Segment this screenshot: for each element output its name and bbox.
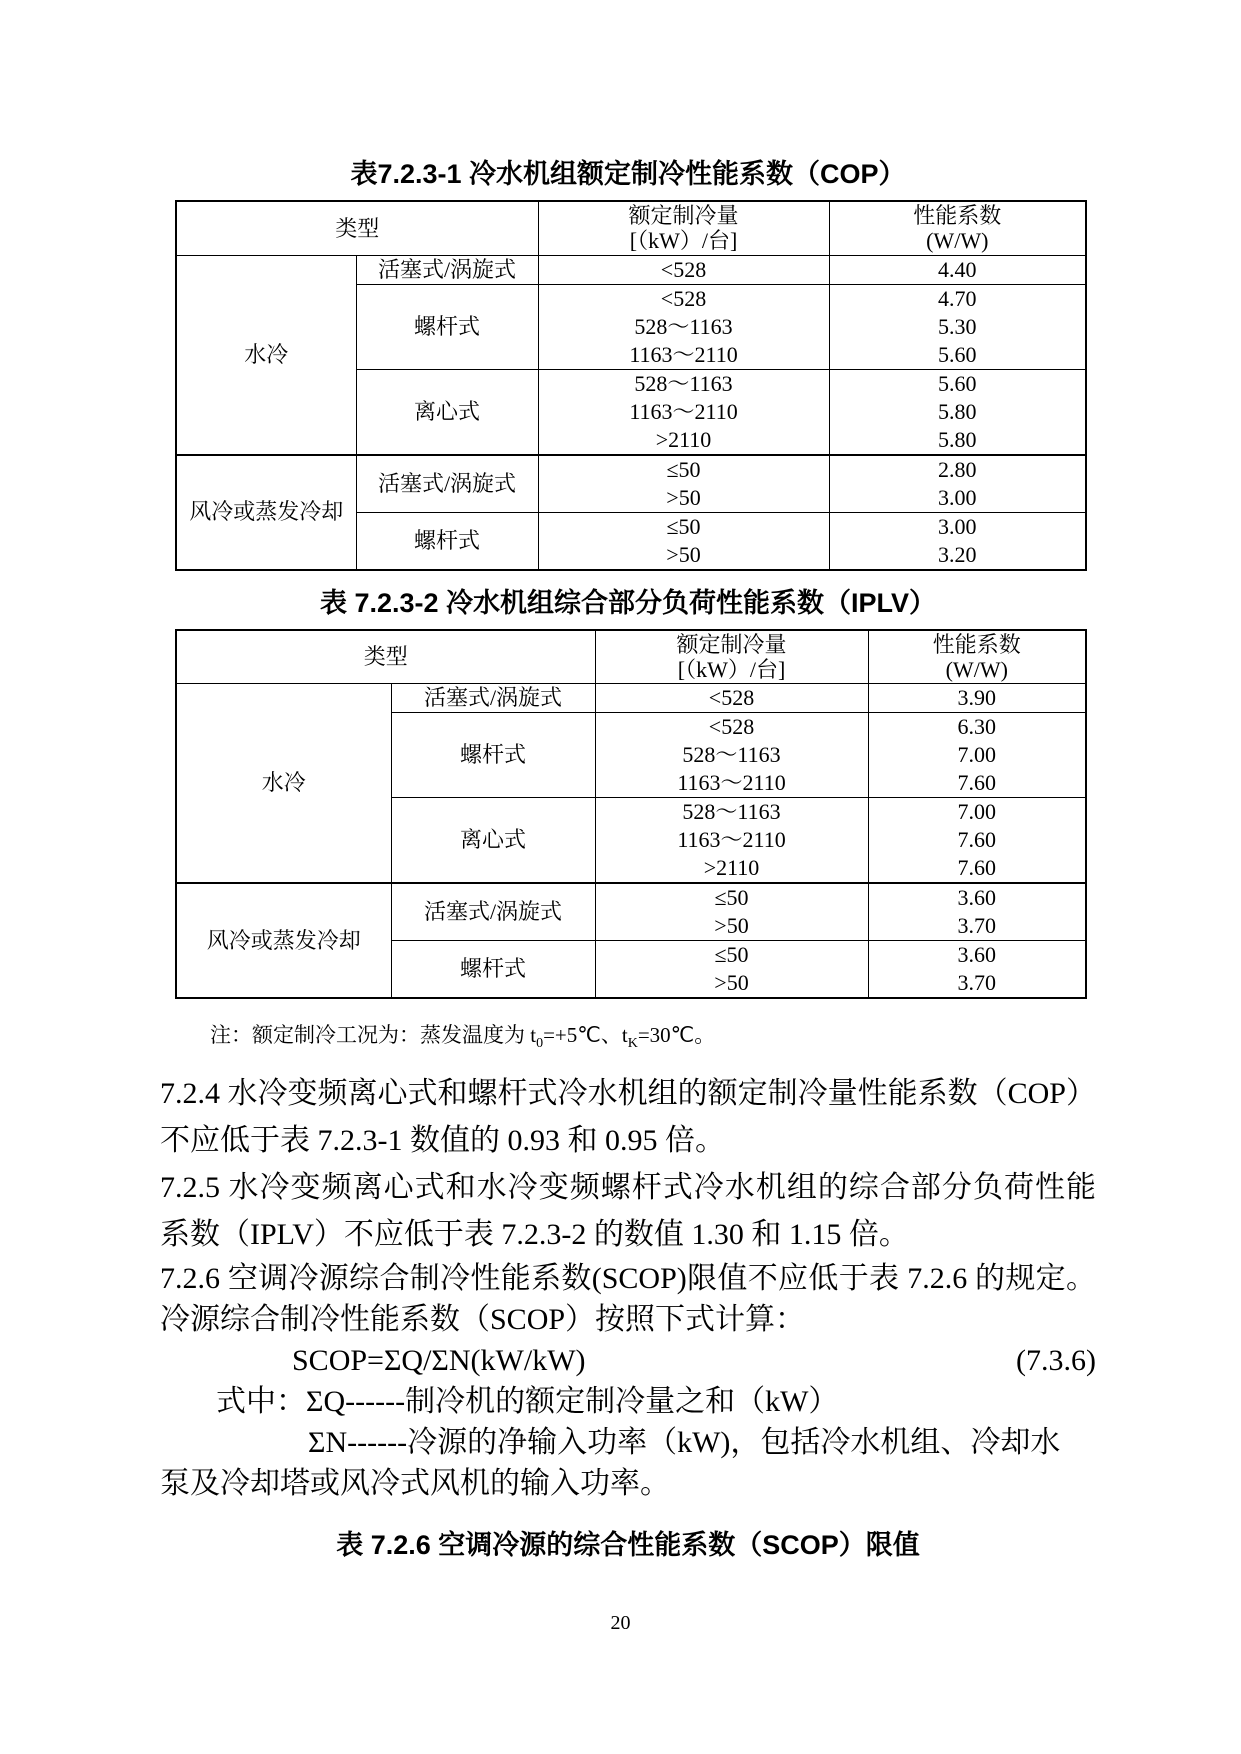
header-capacity-line1: 额定制冷量: [628, 203, 739, 229]
coefficient-value: 5.80: [938, 398, 977, 424]
note-middle: =+5℃、t: [543, 1023, 628, 1047]
table-header-row: [176, 630, 1086, 684]
header-capacity-line1: 额定制冷量: [676, 631, 787, 657]
coefficient-value: 4.40: [938, 256, 977, 282]
capacity-value: 528～1163: [634, 370, 733, 396]
coefficient-cell: [829, 255, 1086, 284]
capacity-value: 1163～2110: [677, 827, 786, 852]
capacity-value: <528: [708, 714, 755, 739]
coefficient-cell: [868, 684, 1086, 713]
table-row: [176, 255, 1086, 284]
coefficient-value: 3.60: [957, 942, 997, 967]
category-cell: 风冷或蒸发冷却: [176, 455, 356, 570]
table-iplv-title: 表 7.2.3-2 冷水机组综合部分负荷性能系数（IPLV）: [319, 587, 937, 618]
formula-where-sigma-n: ΣN------冷源的净输入功率（kW)，包括冷水机组、冷却水: [308, 1426, 1061, 1460]
subtype-cell: 离心式: [356, 369, 538, 455]
table-iplv: [175, 629, 1087, 1000]
coefficient-cell: [868, 883, 1086, 941]
category-cell: 水冷: [176, 255, 356, 455]
header-performance-line2: (W/W): [926, 228, 989, 254]
note-subscript-k: K: [627, 1036, 638, 1052]
clause-7-2-6-line2: 冷源综合制冷性能系数（SCOP）按照下式计算：: [160, 1303, 806, 1337]
capacity-value: ≤50: [666, 513, 701, 539]
header-performance: [829, 201, 1086, 255]
header-capacity: [538, 201, 829, 255]
table-note: [160, 1021, 1096, 1058]
clauses: [160, 1070, 1096, 1504]
header-type: 类型: [176, 630, 595, 684]
capacity-value: 1163～2110: [629, 398, 738, 424]
coefficient-value: 7.60: [957, 770, 997, 795]
capacity-value: ≤50: [666, 456, 701, 482]
coefficient-cell: [868, 941, 1086, 999]
coefficient-value: 5.60: [938, 370, 977, 396]
subtype-cell: 活塞式/涡旋式: [356, 255, 538, 284]
coefficient-cell: [868, 798, 1086, 884]
header-type: 类型: [176, 201, 538, 255]
clause-7-2-4-line1: 7.2.4 水冷变频离心式和螺杆式冷水机组的额定制冷量性能系数（COP）: [160, 1077, 1096, 1111]
category-cell: 风冷或蒸发冷却: [176, 883, 391, 998]
coefficient-cell: [829, 455, 1086, 513]
note-subscript-0: 0: [536, 1036, 544, 1052]
equation-number: (7.3.6): [1016, 1344, 1096, 1378]
table-scop-title: 表 7.2.6 空调冷源的综合性能系数（SCOP）限值: [336, 1530, 920, 1561]
note-prefix: 注：额定制冷工况为：蒸发温度为 t: [210, 1023, 537, 1047]
subtype-cell: 活塞式/涡旋式: [356, 455, 538, 513]
capacity-cell: [595, 941, 868, 999]
table-row: [176, 455, 1086, 513]
scop-formula: SCOP=ΣQ/ΣN(kW/kW): [292, 1344, 586, 1378]
capacity-value: <528: [708, 685, 755, 710]
capacity-value: <528: [660, 285, 707, 311]
capacity-value: >50: [666, 541, 701, 567]
capacity-value: 1163～2110: [629, 341, 738, 367]
coefficient-value: 6.30: [957, 714, 997, 739]
table-row: [176, 684, 1086, 713]
coefficient-value: 3.70: [957, 913, 997, 938]
subtype-cell: 螺杆式: [356, 284, 538, 369]
coefficient-value: 7.00: [957, 799, 997, 824]
coefficient-cell: [829, 284, 1086, 369]
coefficient-value: 3.00: [938, 513, 977, 539]
coefficient-cell: [868, 713, 1086, 798]
header-performance-line1: 性能系数: [932, 631, 1021, 657]
page-number: 20: [610, 1612, 631, 1634]
scop-formula-row: [160, 1340, 1096, 1381]
category-cell: 水冷: [176, 684, 391, 884]
table-iplv-wrapper: [175, 629, 1085, 1000]
header-performance-line1: 性能系数: [913, 203, 1002, 229]
subtype-cell: 活塞式/涡旋式: [391, 684, 595, 713]
coefficient-value: 7.00: [957, 742, 997, 767]
capacity-value: ≤50: [714, 885, 749, 910]
capacity-value: 528～1163: [634, 313, 733, 339]
capacity-value: <528: [660, 256, 707, 282]
table-cop-wrapper: [175, 200, 1085, 571]
subtype-cell: 螺杆式: [356, 512, 538, 570]
clause-7-2-5-line2: 系数（IPLV）不应低于表 7.2.3-2 的数值 1.30 和 1.15 倍。: [160, 1218, 909, 1252]
coefficient-cell: [829, 369, 1086, 455]
coefficient-value: 3.00: [938, 484, 977, 510]
subtype-cell: 螺杆式: [391, 941, 595, 999]
capacity-value: ≤50: [714, 942, 749, 967]
note-suffix: =30℃。: [637, 1023, 716, 1047]
capacity-cell: [538, 255, 829, 284]
coefficient-value: 3.60: [957, 885, 997, 910]
formula-where-continuation: 泵及冷却塔或风冷式风机的输入功率。: [160, 1467, 670, 1501]
coefficient-value: 3.20: [938, 541, 977, 567]
subtype-cell: 离心式: [391, 798, 595, 884]
subtype-cell: 螺杆式: [391, 713, 595, 798]
capacity-value: >2110: [655, 426, 712, 452]
coefficient-value: 4.70: [938, 285, 977, 311]
coefficient-value: 3.70: [957, 970, 997, 995]
capacity-cell: [538, 369, 829, 455]
header-capacity-line2: [（kW）/台]: [677, 656, 786, 682]
capacity-value: 528～1163: [682, 742, 781, 767]
subtype-cell: 活塞式/涡旋式: [391, 883, 595, 941]
header-performance: [868, 630, 1086, 684]
table-row: [176, 883, 1086, 941]
coefficient-value: 3.90: [957, 685, 997, 710]
coefficient-value: 5.80: [938, 426, 977, 452]
capacity-value: 1163～2110: [677, 770, 786, 795]
header-capacity: [595, 630, 868, 684]
capacity-value: 528～1163: [682, 799, 781, 824]
capacity-cell: [595, 684, 868, 713]
table-header-row: [176, 201, 1086, 255]
capacity-cell: [595, 798, 868, 884]
coefficient-value: 5.60: [938, 341, 977, 367]
header-performance-line2: (W/W): [945, 656, 1008, 682]
table-cop: [175, 200, 1087, 571]
capacity-value: >50: [714, 970, 749, 995]
coefficient-value: 7.60: [957, 855, 997, 880]
page-content: [160, 158, 1096, 1562]
capacity-cell: [538, 284, 829, 369]
header-capacity-line2: [（kW）/台]: [629, 228, 738, 254]
capacity-cell: [538, 512, 829, 570]
clause-7-2-4-line2: 不应低于表 7.2.3-1 数值的 0.93 和 0.95 倍。: [160, 1124, 725, 1158]
clause-7-2-5-line1: 7.2.5 水冷变频离心式和水冷变频螺杆式冷水机组的综合部分负荷性能: [160, 1171, 1096, 1205]
capacity-value: >50: [714, 913, 749, 938]
coefficient-value: 2.80: [938, 456, 977, 482]
coefficient-cell: [829, 512, 1086, 570]
coefficient-value: 5.30: [938, 313, 977, 339]
capacity-cell: [538, 455, 829, 513]
capacity-cell: [595, 713, 868, 798]
capacity-value: >50: [666, 484, 701, 510]
capacity-cell: [595, 883, 868, 941]
table-cop-title: 表7.2.3-1 冷水机组额定制冷性能系数（COP）: [350, 159, 906, 189]
capacity-value: >2110: [703, 855, 760, 880]
formula-where-sigma-q: 式中：ΣQ------制冷机的额定制冷量之和（kW）: [216, 1385, 839, 1419]
clause-7-2-6-line1: 7.2.6 空调冷源综合制冷性能系数(SCOP)限值不应低于表 7.2.6 的规定。: [160, 1262, 1096, 1296]
coefficient-value: 7.60: [957, 827, 997, 852]
